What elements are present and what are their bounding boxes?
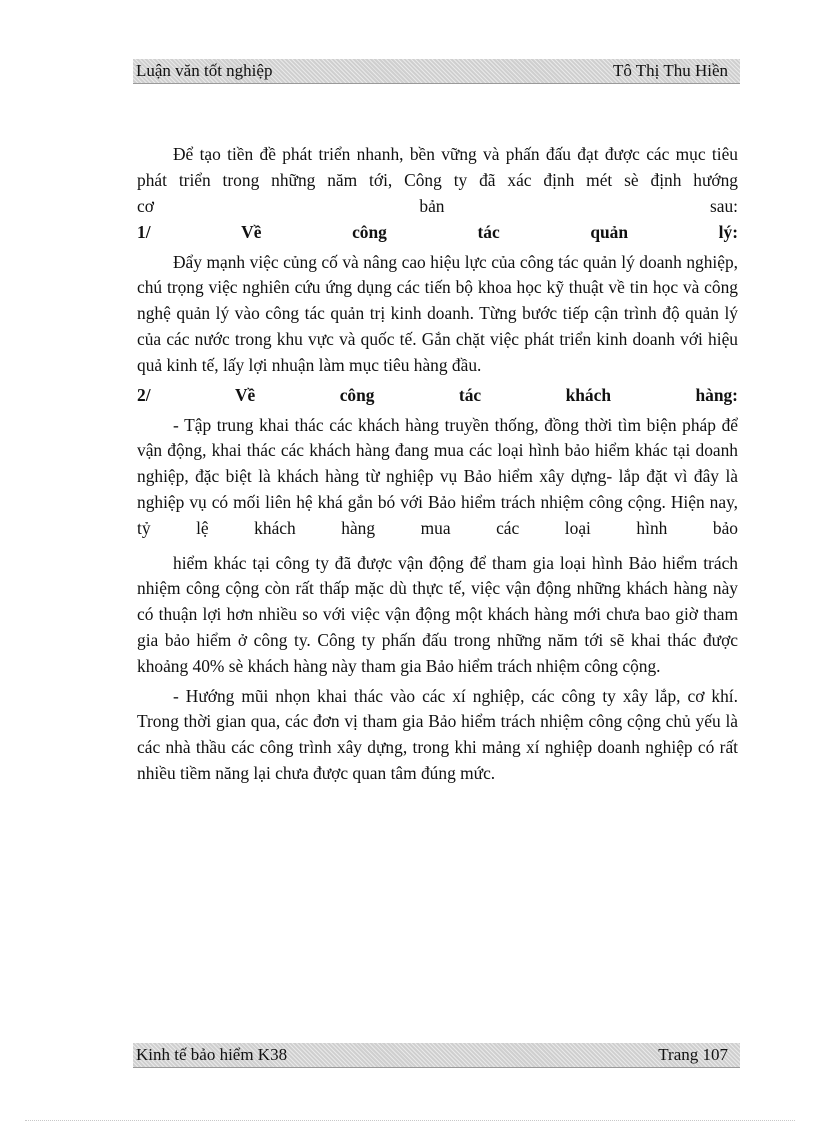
heading-word: tác [477, 221, 500, 242]
intro-last-line [137, 194, 738, 220]
page-body [137, 142, 738, 787]
heading-word: khách [565, 384, 612, 405]
heading-word: lý: [718, 221, 738, 242]
page-footer [133, 1043, 740, 1068]
heading-word: 1/ [137, 221, 151, 242]
heading-word: quản [590, 221, 629, 242]
section1-heading [137, 220, 738, 246]
heading-word: công [352, 221, 387, 242]
heading-word: Về [234, 384, 256, 405]
heading-word: công [339, 384, 375, 405]
heading-word: Về [241, 221, 262, 242]
intro-paragraph: Để tạo tiền đề phát triển nhanh, bền vững và phấn đấu đạt được các mục tiêu phát triển trong những năm tới, Công ty đã xác định mét sè định hướng [137, 144, 738, 190]
heading-word: hàng: [695, 384, 738, 405]
header-author: Tô Thị Thu Hiền [612, 61, 728, 80]
footer-page-number: Trang 107 [658, 1045, 728, 1064]
intro-word: sau: [709, 195, 738, 216]
section2-paragraph-1: - Tập trung khai thác các khách hàng truyền thống, đồng thời tìm biện pháp để vận động, khai thác các khách hàng đang mua các loại hình bảo hiểm khác tại doanh nghiệp, đặc biệt là khách hàng từ nghiệp vụ Bảo hiểm xây dựng- lắp đặt vì đây là nghiệp vụ có mối liên hệ khá gắn bó với Bảo hiểm trách nhiệm công cộng. Hiện nay, tỷ lệ khách hàng mua các loại hình bảo [137, 414, 738, 538]
section2-paragraph-2: hiểm khác tại công ty đã được vận động để tham gia loại hình Bảo hiểm trách nhiệm công cộng còn rất thấp mặc dù thực tế, việc vận động những khách hàng này có thuận lợi hơn nhiều so với việc vận động một khách hàng mới chưa bao giờ tham gia bảo hiểm ở công ty. Công ty phấn đấu trong những năm tới sẽ khai thác được khoảng 40% sè khách hàng này tham gia Bảo hiểm trách nhiệm công cộng. [137, 552, 738, 676]
intro-word: cơ [137, 195, 154, 216]
section2-heading [137, 383, 738, 409]
header-thesis-label: Luận văn tốt nghiệp [136, 61, 273, 80]
section2-paragraph-3: - Hướng mũi nhọn khai thác vào các xí nghiệp, các công ty xây lắp, cơ khí. Trong thời gian qua, các đơn vị tham gia Bảo hiểm trách nhiệm công cộng chủ yếu là các nhà thầu các công trình xây dựng, trong khi mảng xí nghiệp doanh nghiệp có rất nhiều tiềm năng lại chưa được quan tâm đúng mức. [137, 685, 738, 783]
page-bottom-divider [25, 1120, 795, 1121]
section1-paragraph: Đẩy mạnh việc củng cố và nâng cao hiệu lực của công tác quản lý doanh nghiệp, chú trọng việc nghiên cứu ứng dụng các tiến bộ khoa học kỹ thuật về tin học và công nghệ quản lý vào công tác quản trị kinh doanh. Từng bước tiếp cận trình độ quản lý của các nước trong khu vực và quốc tế. Gắn chặt việc phát triển kinh doanh với hiệu quả kinh tế, lấy lợi nhuận làm mục tiêu hàng đầu. [137, 251, 738, 375]
footer-course: Kinh tế bảo hiểm K38 [136, 1045, 288, 1064]
page-header [133, 59, 740, 84]
intro-word: bản [419, 195, 445, 216]
heading-word: 2/ [137, 384, 151, 405]
heading-word: tác [458, 384, 482, 405]
